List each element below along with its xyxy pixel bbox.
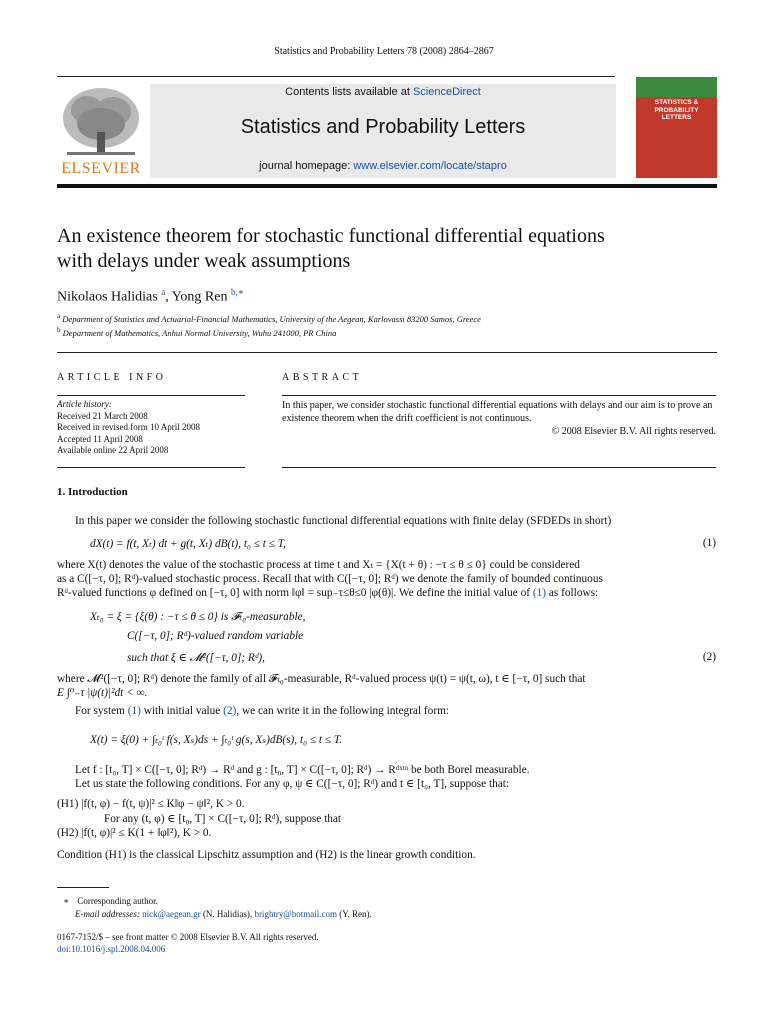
eq1-reference-link[interactable]: (1): [532, 587, 547, 599]
article-info-heading: ARTICLE INFO: [57, 372, 167, 383]
intro-paragraph-4: [75, 704, 717, 718]
journal-reference: Statistics and Probability Letters 78 (2008) 2864–2867: [274, 46, 494, 57]
corresponding-author-note: [57, 895, 158, 907]
info-bottom-rule: [57, 467, 245, 468]
author-2-affil-mark[interactable]: b,∗: [230, 287, 244, 297]
history-online: Available online 22 April 2008: [57, 445, 169, 455]
history-revised: Received in revised form 10 April 2008: [57, 422, 200, 432]
intro-paragraph-5: [75, 763, 717, 777]
info-top-rule: [57, 395, 245, 396]
article-history: [57, 399, 200, 457]
author-list: [57, 287, 244, 306]
journal-homepage: [150, 160, 616, 172]
intro-paragraph-3: [57, 672, 717, 700]
p3-line-1: where 𝓜²([−τ, 0]; Rᵈ) denote the family of all 𝓕ₜ₀-measurable, Rᵈ-valued process ψ(t) = ψ(t, ω), t ∈ [−τ, 0] such that: [57, 673, 586, 685]
intro-paragraph-1: In this paper we consider the following stochastic functional differential equations with finite delay (SFDEDs in short): [75, 515, 612, 527]
footnote-rule: [57, 887, 109, 888]
cover-top-band: [636, 77, 717, 97]
author-separator: ,: [165, 289, 172, 305]
affiliation-b: [57, 326, 336, 338]
equation-1: dX(t) = f(t, Xₜ) dt + g(t, Xₜ) dB(t), t₀ ≤ t ≤ T,: [90, 538, 287, 550]
equation-3: X(t) = ξ(0) + ∫ₜ₀ᵗ f(s, Xₛ)ds + ∫ₜ₀ᵗ g(s, Xₛ)dB(s), t₀ ≤ t ≤ T.: [90, 734, 343, 746]
doi-line: [57, 943, 165, 955]
affil-a-mark: a: [57, 312, 61, 320]
abstract-body: [282, 399, 716, 438]
title-line-1: An existence theorem for stochastic functional differential equations: [57, 225, 605, 247]
elsevier-wordmark: ELSEVIER: [61, 160, 141, 177]
abstract-bottom-rule: [282, 467, 716, 468]
email-label: E-mail addresses:: [75, 909, 143, 919]
intro-paragraph-2: [57, 558, 717, 600]
affil-b-mark: b: [57, 326, 61, 334]
cover-title: STATISTICS & PROBABILITY LETTERS: [654, 99, 699, 121]
header-top-rule: [57, 76, 615, 77]
p3-line-2: E ∫⁰₋τ |ψ(t)|²dt < ∞.: [57, 687, 148, 699]
email-link-halidias[interactable]: nick@aegean.gr: [142, 909, 201, 919]
p4-mid: with initial value: [140, 705, 224, 717]
p2-line-1: where X(t) denotes the value of the stochastic process at time t and Xₜ = {X(t + θ) : −τ ≤ θ ≤ 0} could be considered: [57, 559, 580, 571]
affil-b-text: Department of Mathematics, Anhui Normal University, Wuhu 241000, PR China: [62, 327, 337, 338]
contents-prefix: Contents lists available at: [285, 86, 413, 98]
abstract-heading: ABSTRACT: [282, 372, 363, 383]
abstract-copyright: © 2008 Elsevier B.V. All rights reserved.: [551, 426, 716, 437]
corresponding-mark: ∗: [63, 896, 70, 906]
article-title: [57, 224, 717, 274]
p2-line-3-pre: Rᵈ-valued functions φ defined on [−τ, 0] with norm ‖φ‖ = sup₋τ≤θ≤0 |φ(θ)|. We define the initial value of: [57, 587, 533, 599]
section-heading-introduction: 1. Introduction: [57, 486, 128, 498]
history-received: Received 21 March 2008: [57, 410, 148, 421]
doi-link[interactable]: doi:10.1016/j.spl.2008.04.006: [57, 944, 166, 954]
equation-2-line-3: such that ξ ∈ 𝓜²([−τ, 0]; Rᵈ),: [127, 652, 265, 664]
intro-paragraph-6: Condition (H1) is the classical Lipschitz assumption and (H2) is the linear growth condition.: [57, 849, 476, 861]
header-thick-rule: [57, 184, 717, 188]
p4-post: , we can write it in the following integral form:: [236, 705, 450, 717]
affiliation-rule: [57, 352, 717, 353]
abstract-text: In this paper, we consider stochastic functional differential equations with delays and our aim is to prove an existence theorem when the drift coefficient is not continuous.: [282, 400, 713, 424]
equation-2-line-2: C([−τ, 0]; Rᵈ)-valued random variable: [127, 630, 304, 642]
email-link-ren[interactable]: brightry@hotmail.com: [254, 909, 337, 919]
condition-h2-intro: For any (t, φ) ∈ [t₀, T] × C([−τ, 0]; Rᵈ), suppose that: [104, 813, 342, 825]
author-1-affil-mark[interactable]: a: [161, 287, 166, 297]
eq1-reference-link-2[interactable]: (1): [127, 705, 141, 717]
journal-cover-thumbnail[interactable]: [636, 77, 717, 178]
sciencedirect-link[interactable]: ScienceDirect: [412, 86, 481, 98]
title-line-2: with delays under weak assumptions: [57, 250, 351, 272]
author-2: Yong Ren: [171, 289, 228, 305]
intro-paragraph-5b: Let us state the following conditions. For any φ, ψ ∈ C([−τ, 0]; Rᵈ) and t ∈ [t₀, T], suppose that:: [75, 778, 510, 790]
p2-line-3: [57, 586, 717, 600]
history-accepted: Accepted 11 April 2008: [57, 433, 143, 444]
p2-line-2: as a C([−τ, 0]; Rᵈ)-valued stochastic process. Recall that with C([−τ, 0]; Rᵈ) we denote the family of bounded continuous: [57, 573, 603, 585]
p2-line-3-post: as follows:: [546, 587, 599, 599]
p4-pre: For system: [75, 705, 128, 717]
corresponding-text: Corresponding author.: [77, 896, 158, 906]
homepage-prefix: journal homepage:: [259, 160, 354, 172]
contents-line: [150, 86, 616, 98]
affiliation-a: [57, 312, 481, 324]
affil-a-text: Department of Statistics and Actuarial-Financial Mathematics, University of the Aegean, Karlovassi 83200 Samos, Greece: [62, 313, 481, 324]
history-label: Article history:: [57, 399, 112, 409]
elsevier-logo: [57, 84, 145, 180]
homepage-link[interactable]: www.elsevier.com/locate/stapro: [353, 160, 507, 172]
issn-line: 0167-7152/$ – see front matter © 2008 Elsevier B.V. All rights reserved.: [57, 932, 319, 942]
email-note: [75, 908, 372, 920]
email-name-halidias: (N. Halidias),: [200, 909, 255, 919]
equation-2-line-1: Xₜ₀ = ξ = {ξ(θ) : −τ ≤ θ ≤ 0} is 𝓕ₜ₀-measurable,: [90, 611, 306, 623]
condition-h2: (H2) |f(t, φ)|² ≤ K(1 + ‖φ‖²), K > 0.: [57, 827, 212, 839]
condition-h1: (H1) |f(t, φ) − f(t, ψ)|² ≤ K‖φ − ψ‖², K > 0.: [57, 798, 245, 810]
equation-1-number: (1): [702, 537, 716, 549]
p5-line-1: Let f : [t₀, T] × C([−τ, 0]; Rᵈ) → Rᵈ and g : [t₀, T] × C([−τ, 0]; Rᵈ) → Rᵈˣᵐ be both Borel measurable.: [75, 764, 530, 776]
author-1: Nikolaos Halidias: [57, 289, 158, 305]
email-name-ren: (Y. Ren).: [336, 909, 372, 919]
equation-2-number: (2): [702, 651, 716, 663]
abstract-top-rule: [282, 395, 716, 396]
eq2-reference-link[interactable]: (2): [223, 705, 237, 717]
journal-name: Statistics and Probability Letters: [240, 116, 526, 138]
